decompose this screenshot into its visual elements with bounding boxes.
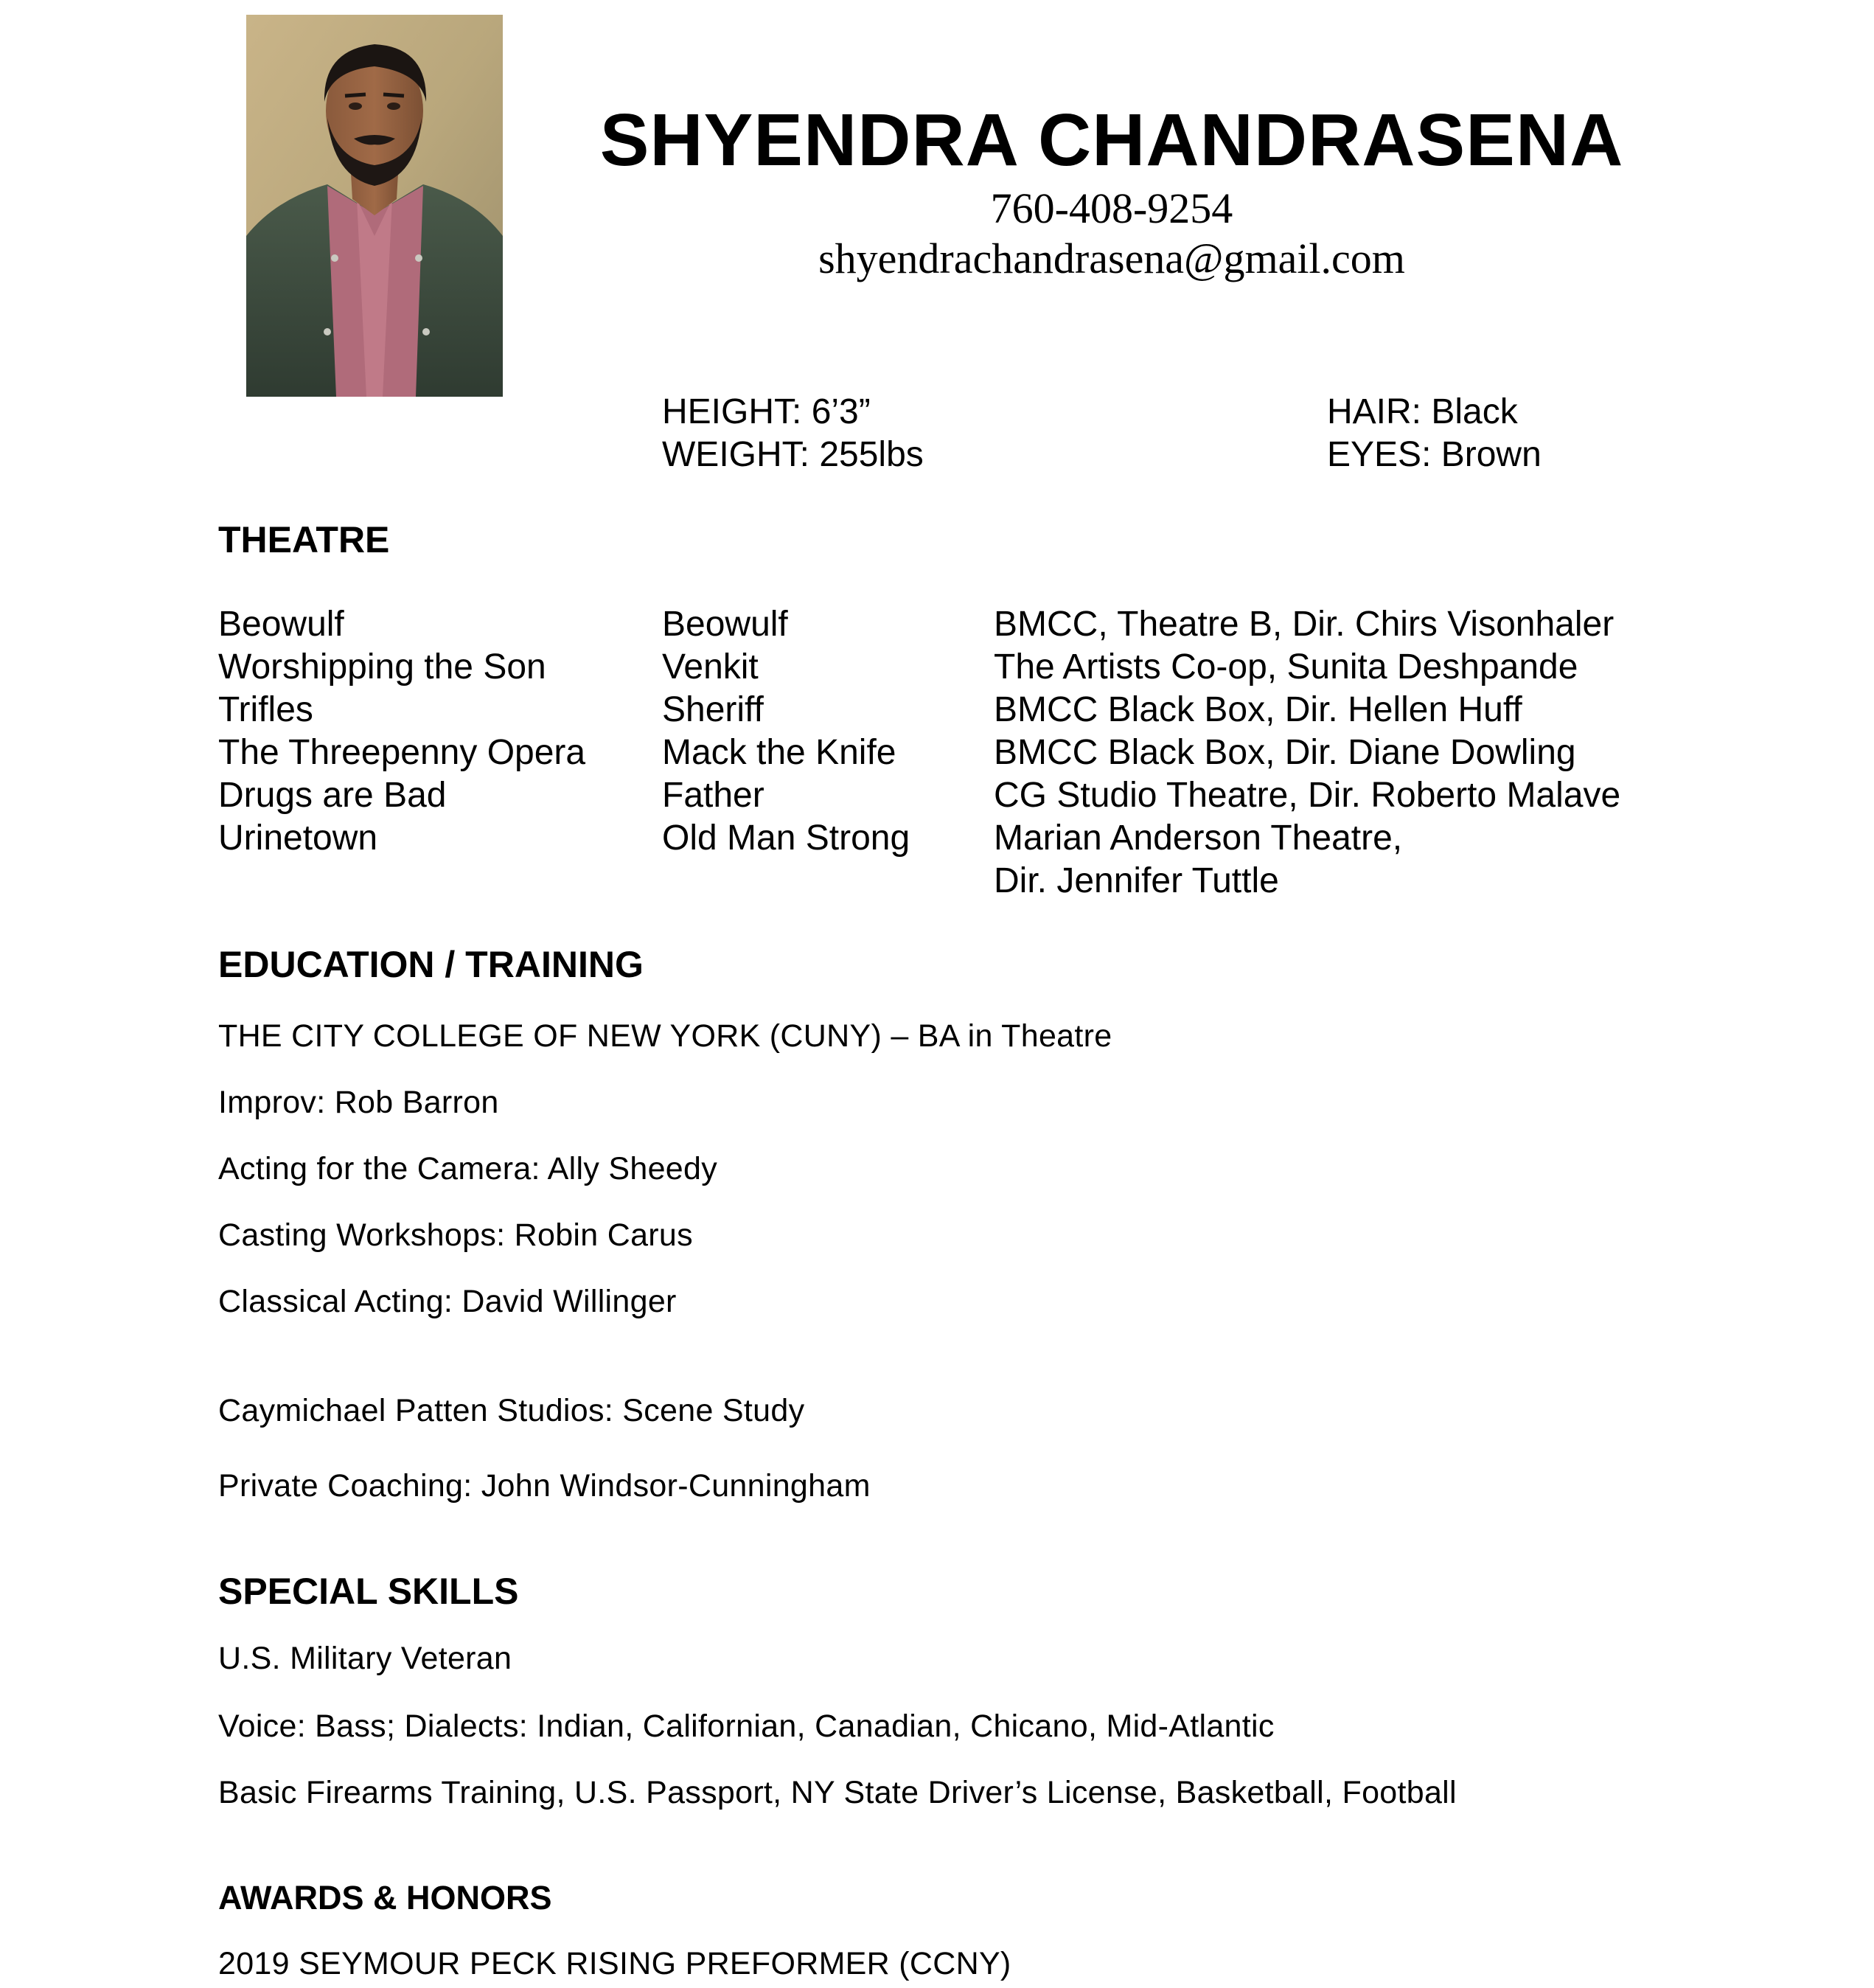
education-item: Improv: Rob Barron [218,1085,499,1120]
credit-role: Venkit [662,647,759,687]
credit-role: Mack the Knife [662,733,896,772]
awards-heading: AWARDS & HONORS [218,1879,552,1916]
headshot-photo [246,15,503,397]
theatre-heading: THEATRE [218,519,390,560]
credit-production: The Threepenny Opera [218,733,586,772]
education-item: Acting for the Camera: Ally Sheedy [218,1151,718,1186]
credit-production: Drugs are Bad [218,776,447,815]
credit-venue: CG Studio Theatre, Dir. Roberto Malave [994,776,1621,815]
education-item: Caymichael Patten Studios: Scene Study [218,1393,805,1428]
skill-item: U.S. Military Veteran [218,1641,512,1676]
education-item: Classical Acting: David Willinger [218,1284,677,1319]
credit-production: Worshipping the Son [218,647,546,687]
credit-venue: The Artists Co-op, Sunita Deshpande [994,647,1578,687]
education-heading: EDUCATION / TRAINING [218,944,644,985]
credit-venue: Marian Anderson Theatre, [994,819,1403,858]
stat-eyes: EYES: Brown [1327,435,1542,474]
credit-venue: BMCC Black Box, Dir. Diane Dowling [994,733,1576,772]
education-item: Private Coaching: John Windsor-Cunningham [218,1468,871,1504]
stat-hair: HAIR: Black [1327,392,1518,431]
phone-number: 760-408-9254 [990,184,1233,232]
email-address: shyendrachandrasena@gmail.com [818,234,1405,282]
skills-heading: SPECIAL SKILLS [218,1571,519,1612]
skill-item: Basic Firearms Training, U.S. Passport, NY State Driver’s License, Basketball, Football [218,1775,1457,1810]
credit-venue: BMCC, Theatre B, Dir. Chirs Visonhaler [994,605,1615,644]
applicant-name: SHYENDRA CHANDRASENA [599,99,1624,181]
credit-production: Trifles [218,690,313,729]
stat-height: HEIGHT: 6’3” [662,392,871,431]
credit-venue: BMCC Black Box, Dir. Hellen Huff [994,690,1522,729]
skill-item: Voice: Bass; Dialects: Indian, Californian, Canadian, Chicano, Mid-Atlantic [218,1709,1275,1744]
stat-weight: WEIGHT: 255lbs [662,435,924,474]
education-item: Casting Workshops: Robin Carus [218,1217,693,1253]
award-item: 2019 SEYMOUR PECK RISING PREFORMER (CCNY) [218,1946,1011,1981]
credit-venue-continued: Dir. Jennifer Tuttle [994,861,1279,900]
credit-role: Old Man Strong [662,819,910,858]
education-item: THE CITY COLLEGE OF NEW YORK (CUNY) – BA in Theatre [218,1018,1112,1054]
credit-role: Sheriff [662,690,764,729]
credit-role: Beowulf [662,605,788,644]
credit-production: Urinetown [218,819,378,858]
credit-role: Father [662,776,764,815]
credit-production: Beowulf [218,605,344,644]
